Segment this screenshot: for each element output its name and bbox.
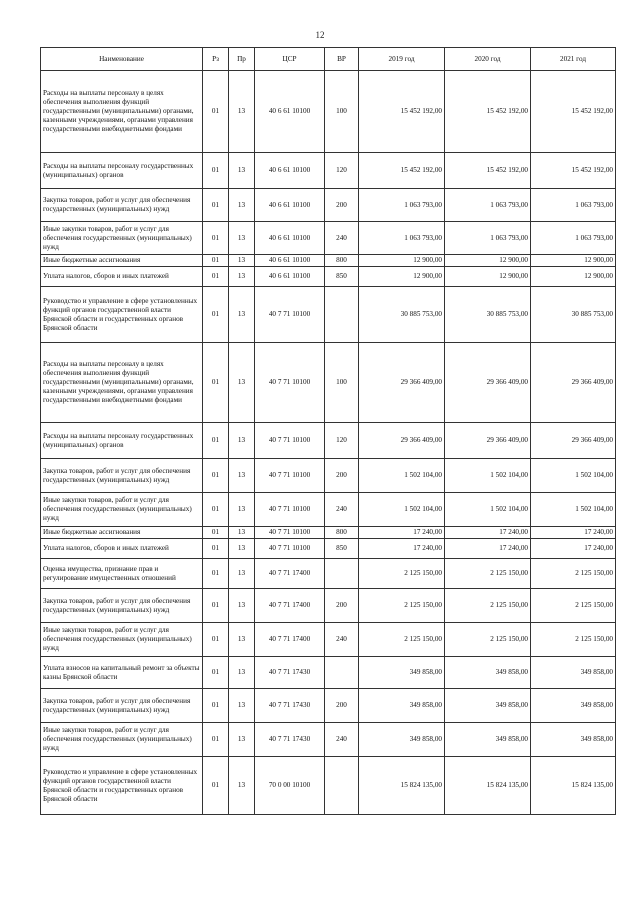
budget-table: [40, 47, 616, 815]
cell-2021: 2 125 150,00: [531, 559, 616, 589]
table-row: [41, 623, 616, 657]
cell-rz: 01: [203, 723, 229, 757]
cell-2020: 349 858,00: [445, 657, 531, 689]
header-2020: 2020 год: [445, 48, 531, 71]
cell-csr: 40 6 61 10100: [255, 222, 325, 255]
cell-pr: 13: [229, 493, 255, 527]
cell-csr: 40 6 61 10100: [255, 189, 325, 222]
cell-2021: 17 240,00: [531, 527, 616, 539]
cell-pr: 13: [229, 153, 255, 189]
table-row: [41, 71, 616, 153]
cell-2021: 15 824 135,00: [531, 757, 616, 815]
cell-2020: 29 366 409,00: [445, 343, 531, 423]
cell-rz: 01: [203, 657, 229, 689]
cell-csr: 40 7 71 17400: [255, 589, 325, 623]
cell-vr: [325, 287, 359, 343]
header-rz: Рз: [203, 48, 229, 71]
cell-pr: 13: [229, 689, 255, 723]
cell-vr: 200: [325, 189, 359, 222]
cell-name: Закупка товаров, работ и услуг для обеспечения государственных (муниципальных) нужд: [41, 689, 203, 723]
cell-csr: 40 7 71 10100: [255, 423, 325, 459]
page-number: 12: [315, 30, 325, 40]
cell-csr: 40 7 71 17430: [255, 723, 325, 757]
cell-vr: 850: [325, 539, 359, 559]
cell-2020: 29 366 409,00: [445, 423, 531, 459]
cell-pr: 13: [229, 343, 255, 423]
table-row: [41, 723, 616, 757]
table-row: [41, 267, 616, 287]
cell-2019: 29 366 409,00: [359, 343, 445, 423]
cell-2020: 1 063 793,00: [445, 222, 531, 255]
cell-2020: 2 125 150,00: [445, 623, 531, 657]
cell-name: Руководство и управление в сфере установленных функций органов государственной власти Брянской области и государственных органов Брянской области: [41, 757, 203, 815]
cell-pr: 13: [229, 723, 255, 757]
cell-name: Иные бюджетные ассигнования: [41, 255, 203, 267]
cell-2020: 349 858,00: [445, 689, 531, 723]
cell-2019: 1 063 793,00: [359, 189, 445, 222]
cell-rz: 01: [203, 423, 229, 459]
cell-rz: 01: [203, 459, 229, 493]
cell-name: Закупка товаров, работ и услуг для обеспечения государственных (муниципальных) нужд: [41, 589, 203, 623]
cell-vr: [325, 559, 359, 589]
cell-vr: 200: [325, 459, 359, 493]
cell-name: Руководство и управление в сфере установленных функций органов государственной власти Брянской области и государственных органов Брянской области: [41, 287, 203, 343]
cell-name: Иные закупки товаров, работ и услуг для обеспечения государственных (муниципальных) нужд: [41, 493, 203, 527]
cell-rz: 01: [203, 222, 229, 255]
cell-name: Иные закупки товаров, работ и услуг для обеспечения государственных (муниципальных) нужд: [41, 623, 203, 657]
cell-csr: 40 7 71 10100: [255, 527, 325, 539]
cell-csr: 40 7 71 10100: [255, 459, 325, 493]
cell-vr: 240: [325, 723, 359, 757]
cell-vr: 800: [325, 255, 359, 267]
cell-2021: 29 366 409,00: [531, 423, 616, 459]
cell-2019: 15 452 192,00: [359, 71, 445, 153]
cell-2020: 17 240,00: [445, 527, 531, 539]
cell-csr: 40 7 71 10100: [255, 539, 325, 559]
table-row: [41, 527, 616, 539]
cell-2021: 29 366 409,00: [531, 343, 616, 423]
cell-pr: 13: [229, 459, 255, 493]
cell-2019: 12 900,00: [359, 255, 445, 267]
table-header-row: [41, 48, 616, 71]
cell-csr: 40 6 61 10100: [255, 71, 325, 153]
cell-2020: 12 900,00: [445, 267, 531, 287]
cell-pr: 13: [229, 255, 255, 267]
cell-rz: 01: [203, 153, 229, 189]
cell-name: Иные закупки товаров, работ и услуг для обеспечения государственных (муниципальных) нужд: [41, 222, 203, 255]
table-row: [41, 559, 616, 589]
cell-name: Иные закупки товаров, работ и услуг для обеспечения государственных (муниципальных) нужд: [41, 723, 203, 757]
cell-name: Оценка имущества, признание прав и регулирование имущественных отношений: [41, 559, 203, 589]
cell-name: Расходы на выплаты персоналу государственных (муниципальных) органов: [41, 423, 203, 459]
cell-name: Иные бюджетные ассигнования: [41, 527, 203, 539]
cell-vr: 120: [325, 423, 359, 459]
cell-2021: 349 858,00: [531, 657, 616, 689]
table-row: [41, 153, 616, 189]
cell-vr: 200: [325, 689, 359, 723]
cell-pr: 13: [229, 539, 255, 559]
cell-csr: 40 7 71 17400: [255, 559, 325, 589]
cell-vr: 800: [325, 527, 359, 539]
cell-2020: 15 824 135,00: [445, 757, 531, 815]
cell-pr: 13: [229, 423, 255, 459]
cell-2021: 30 885 753,00: [531, 287, 616, 343]
cell-csr: 40 6 61 10100: [255, 153, 325, 189]
cell-2021: 2 125 150,00: [531, 623, 616, 657]
cell-2019: 349 858,00: [359, 689, 445, 723]
cell-vr: [325, 757, 359, 815]
cell-csr: 40 7 71 17400: [255, 623, 325, 657]
cell-rz: 01: [203, 189, 229, 222]
cell-name: Расходы на выплаты персоналу в целях обеспечения выполнения функций государственными (муниципальными) органами, казенными учреждениями, органами управления государственными внебюджетными фондами: [41, 71, 203, 153]
header-2019: 2019 год: [359, 48, 445, 71]
table-row: [41, 689, 616, 723]
cell-vr: 120: [325, 153, 359, 189]
cell-2021: 2 125 150,00: [531, 589, 616, 623]
cell-2019: 2 125 150,00: [359, 589, 445, 623]
cell-2021: 1 063 793,00: [531, 189, 616, 222]
cell-2021: 15 452 192,00: [531, 71, 616, 153]
cell-rz: 01: [203, 559, 229, 589]
cell-name: Уплата налогов, сборов и иных платежей: [41, 539, 203, 559]
cell-rz: 01: [203, 589, 229, 623]
cell-vr: 240: [325, 222, 359, 255]
cell-pr: 13: [229, 267, 255, 287]
header-2021: 2021 год: [531, 48, 616, 71]
table-row: [41, 287, 616, 343]
cell-rz: 01: [203, 527, 229, 539]
cell-2021: 1 502 104,00: [531, 459, 616, 493]
cell-vr: 850: [325, 267, 359, 287]
cell-vr: [325, 657, 359, 689]
cell-csr: 40 7 71 10100: [255, 343, 325, 423]
cell-csr: 40 7 71 10100: [255, 287, 325, 343]
cell-csr: 40 7 71 10100: [255, 493, 325, 527]
cell-csr: 40 7 71 17430: [255, 689, 325, 723]
cell-pr: 13: [229, 623, 255, 657]
header-csr: ЦСР: [255, 48, 325, 71]
cell-pr: 13: [229, 71, 255, 153]
table-row: [41, 222, 616, 255]
cell-2019: 15 824 135,00: [359, 757, 445, 815]
cell-name: Уплата налогов, сборов и иных платежей: [41, 267, 203, 287]
cell-2021: 15 452 192,00: [531, 153, 616, 189]
header-name: Наименование: [41, 48, 203, 71]
cell-2020: 1 502 104,00: [445, 493, 531, 527]
cell-rz: 01: [203, 287, 229, 343]
header-vr: ВР: [325, 48, 359, 71]
cell-2021: 12 900,00: [531, 267, 616, 287]
cell-name: Расходы на выплаты персоналу в целях обеспечения выполнения функций государственными (муниципальными) органами, казенными учреждениями, органами управления государственными внебюджетными фондами: [41, 343, 203, 423]
cell-name: Закупка товаров, работ и услуг для обеспечения государственных (муниципальных) нужд: [41, 189, 203, 222]
table-row: [41, 757, 616, 815]
table-row: [41, 255, 616, 267]
cell-rz: 01: [203, 267, 229, 287]
header-pr: Пр: [229, 48, 255, 71]
cell-2020: 2 125 150,00: [445, 559, 531, 589]
cell-2019: 349 858,00: [359, 723, 445, 757]
cell-2020: 12 900,00: [445, 255, 531, 267]
cell-csr: 70 0 00 10100: [255, 757, 325, 815]
cell-rz: 01: [203, 343, 229, 423]
cell-pr: 13: [229, 559, 255, 589]
cell-2020: 15 452 192,00: [445, 153, 531, 189]
cell-pr: 13: [229, 757, 255, 815]
cell-2020: 1 063 793,00: [445, 189, 531, 222]
table-row: [41, 539, 616, 559]
cell-pr: 13: [229, 527, 255, 539]
cell-2020: 17 240,00: [445, 539, 531, 559]
cell-2021: 1 063 793,00: [531, 222, 616, 255]
cell-2020: 30 885 753,00: [445, 287, 531, 343]
cell-2019: 349 858,00: [359, 657, 445, 689]
cell-pr: 13: [229, 189, 255, 222]
cell-2020: 1 502 104,00: [445, 459, 531, 493]
cell-vr: 200: [325, 589, 359, 623]
cell-2019: 17 240,00: [359, 539, 445, 559]
cell-2019: 2 125 150,00: [359, 623, 445, 657]
cell-2020: 2 125 150,00: [445, 589, 531, 623]
cell-name: Закупка товаров, работ и услуг для обеспечения государственных (муниципальных) нужд: [41, 459, 203, 493]
cell-name: Расходы на выплаты персоналу государственных (муниципальных) органов: [41, 153, 203, 189]
cell-2019: 1 502 104,00: [359, 459, 445, 493]
cell-2021: 17 240,00: [531, 539, 616, 559]
cell-rz: 01: [203, 689, 229, 723]
cell-pr: 13: [229, 657, 255, 689]
table-row: [41, 343, 616, 423]
table-row: [41, 589, 616, 623]
cell-pr: 13: [229, 589, 255, 623]
cell-2019: 29 366 409,00: [359, 423, 445, 459]
cell-csr: 40 6 61 10100: [255, 267, 325, 287]
cell-rz: 01: [203, 493, 229, 527]
cell-2019: 12 900,00: [359, 267, 445, 287]
table-row: [41, 189, 616, 222]
cell-2021: 349 858,00: [531, 689, 616, 723]
table-row: [41, 657, 616, 689]
table-row: [41, 423, 616, 459]
cell-name: Уплата взносов на капитальный ремонт за объекты казны Брянской области: [41, 657, 203, 689]
cell-2019: 2 125 150,00: [359, 559, 445, 589]
cell-2019: 15 452 192,00: [359, 153, 445, 189]
cell-rz: 01: [203, 623, 229, 657]
cell-2020: 15 452 192,00: [445, 71, 531, 153]
cell-rz: 01: [203, 757, 229, 815]
cell-2019: 17 240,00: [359, 527, 445, 539]
table-row: [41, 493, 616, 527]
cell-2019: 30 885 753,00: [359, 287, 445, 343]
table-row: [41, 459, 616, 493]
cell-2021: 349 858,00: [531, 723, 616, 757]
cell-pr: 13: [229, 222, 255, 255]
cell-2019: 1 063 793,00: [359, 222, 445, 255]
cell-csr: 40 7 71 17430: [255, 657, 325, 689]
cell-2019: 1 502 104,00: [359, 493, 445, 527]
cell-2021: 12 900,00: [531, 255, 616, 267]
cell-vr: 240: [325, 493, 359, 527]
cell-2020: 349 858,00: [445, 723, 531, 757]
cell-vr: 240: [325, 623, 359, 657]
cell-2021: 1 502 104,00: [531, 493, 616, 527]
cell-rz: 01: [203, 255, 229, 267]
cell-csr: 40 6 61 10100: [255, 255, 325, 267]
cell-pr: 13: [229, 287, 255, 343]
cell-rz: 01: [203, 539, 229, 559]
cell-rz: 01: [203, 71, 229, 153]
cell-vr: 100: [325, 71, 359, 153]
cell-vr: 100: [325, 343, 359, 423]
